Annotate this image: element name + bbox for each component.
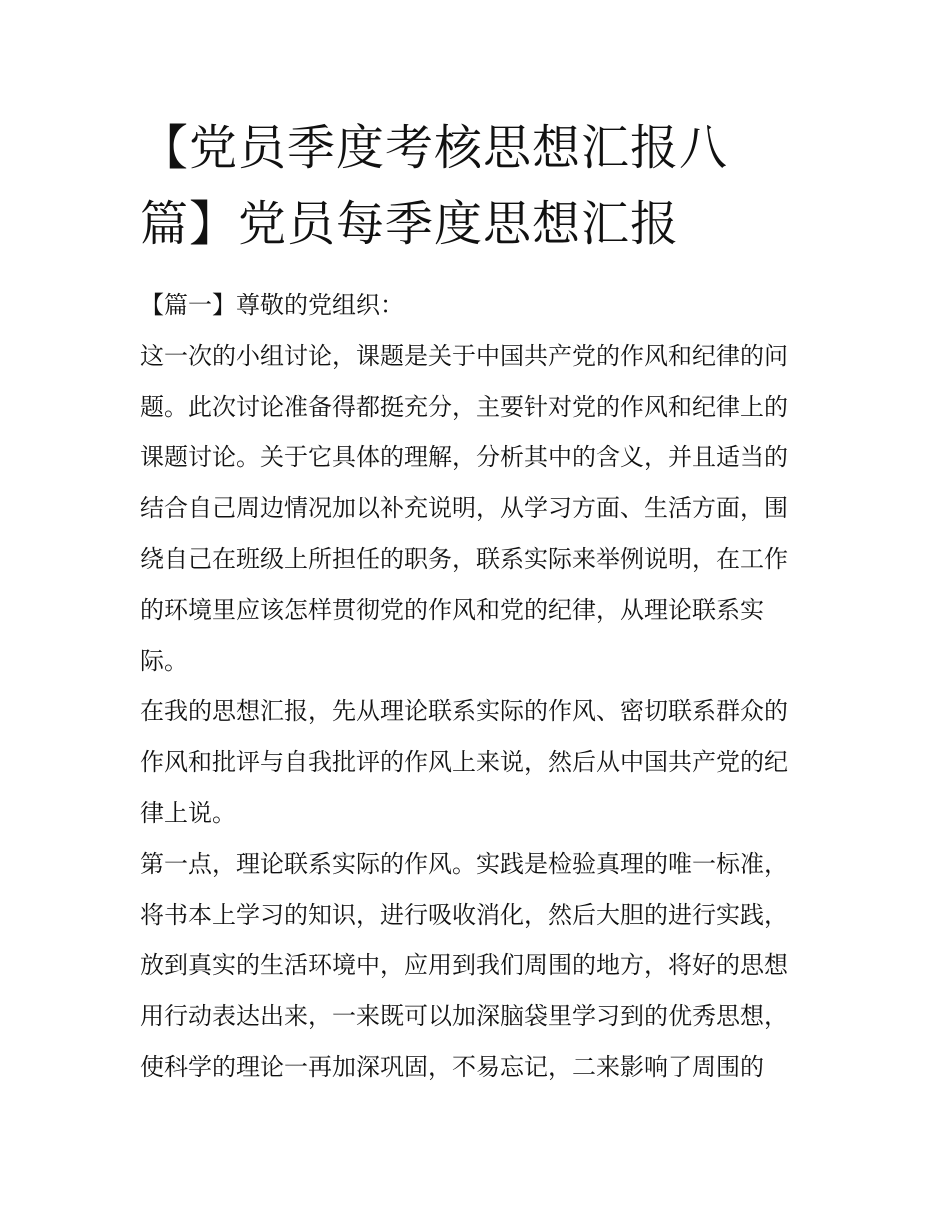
- document-title: [140, 110, 780, 262]
- document-body: [140, 280, 820, 1093]
- paragraph-line: 绕自己在班级上所担任的职务，联系实际来举例说明，在工作: [140, 544, 788, 573]
- paragraph-line: 使科学的理论一再加深巩固，不易忘记，二来影响了周围的: [140, 1052, 764, 1081]
- title-line: 篇】党员每季度思想汇报: [140, 196, 680, 252]
- paragraph-line: 将书本上学习的知识，进行吸收消化，然后大胆的进行实践，: [140, 900, 788, 929]
- paragraph-line: 题。此次讨论准备得都挺充分，主要针对党的作风和纪律上的: [140, 392, 788, 421]
- title-line: 【党员季度考核思想汇报八: [140, 120, 729, 176]
- paragraph-line: 结合自己周边情况加以补充说明，从学习方面、生活方面，围: [140, 494, 788, 523]
- section-heading-salutation: 【篇一】尊敬的党组织：: [140, 291, 404, 319]
- paragraph-line: 这一次的小组讨论，课题是关于中国共产党的作风和纪律的问: [140, 341, 788, 370]
- paragraph-line: 课题讨论。关于它具体的理解，分析其中的含义，并且适当的: [140, 443, 788, 472]
- paragraph-line: 际。: [140, 646, 188, 675]
- paragraph-line: 在我的思想汇报，先从理论联系实际的作风、密切联系群众的: [140, 697, 788, 726]
- paragraph-line: 的环境里应该怎样贯彻党的作风和党的纪律，从理论联系实: [140, 595, 764, 624]
- paragraph-line: 律上说。: [140, 798, 236, 827]
- paragraph-line: 作风和批评与自我批评的作风上来说，然后从中国共产党的纪: [140, 748, 788, 777]
- paragraph-line: 放到真实的生活环境中，应用到我们周围的地方，将好的思想: [140, 951, 788, 980]
- paragraph-line: 用行动表达出来，一来既可以加深脑袋里学习到的优秀思想，: [140, 1002, 788, 1031]
- paragraph-line: 第一点，理论联系实际的作风。实践是检验真理的唯一标准，: [140, 849, 788, 878]
